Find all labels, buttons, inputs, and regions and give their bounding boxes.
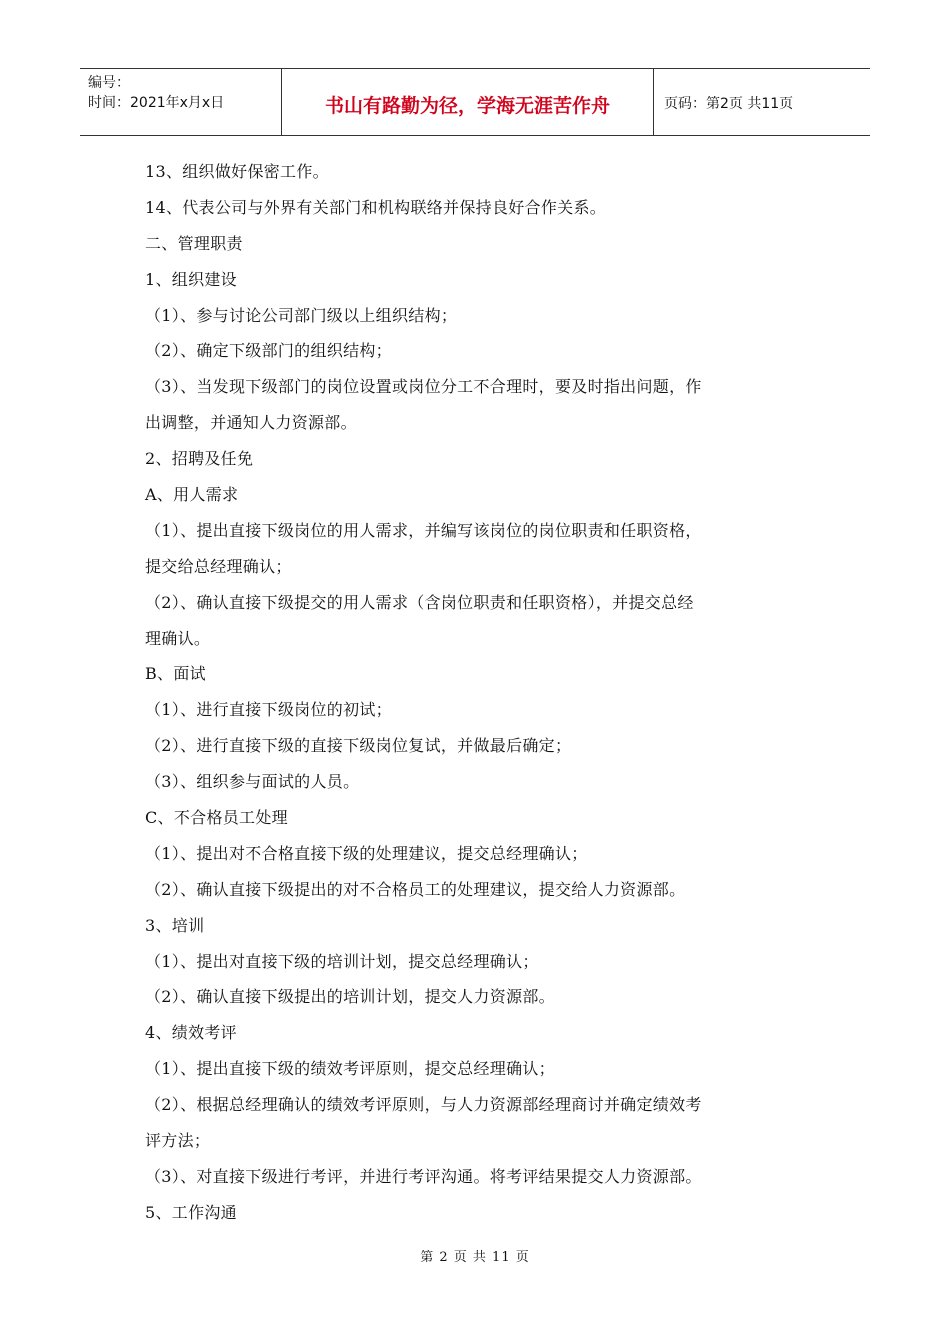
- body-line: （2）、确认直接下级提出的培训计划，提交人力资源部。: [145, 987, 555, 1007]
- body-line: 14、代表公司与外界有关部门和机构联络并保持良好合作关系。: [145, 197, 607, 217]
- body-line: （1）、提出直接下级岗位的用人需求，并编写该岗位的岗位职责和任职资格，: [145, 520, 702, 540]
- body-line: 评方法；: [145, 1131, 211, 1151]
- page-footer: 第 2 页 共 11 页: [420, 1250, 530, 1265]
- body-line: （2）、根据总经理确认的绩效考评原则，与人力资源部经理商讨并确定绩效考: [145, 1095, 702, 1115]
- body-line: （3）、对直接下级进行考评，并进行考评沟通。将考评结果提交人力资源部。: [145, 1166, 702, 1186]
- body-line: （2）、确认直接下级提交的用人需求（含岗位职责和任职资格），并提交总经: [145, 592, 694, 612]
- body-line: （1）、提出对直接下级的培训计划，提交总经理确认；: [145, 951, 539, 971]
- subsection-heading: 3、培训: [145, 915, 205, 935]
- header-page-info: 页码：第2页 共11页: [664, 96, 794, 112]
- subsection-heading: 4、绩效考评: [145, 1023, 237, 1043]
- item-heading: C、不合格员工处理: [145, 808, 288, 828]
- body-line: （1）、进行直接下级岗位的初试；: [145, 700, 392, 720]
- body-line: （2）、确定下级部门的组织结构；: [145, 341, 392, 361]
- header-meta: [80, 69, 282, 135]
- document-body: [145, 154, 813, 1231]
- date-label: 时间：2021年x月x日: [88, 95, 225, 111]
- body-line: （3）、组织参与面试的人员。: [145, 772, 360, 792]
- subsection-heading: 2、招聘及任免: [145, 449, 254, 469]
- body-line: （2）、进行直接下级的直接下级岗位复试，并做最后确定；: [145, 736, 572, 756]
- section-heading: 二、管理职责: [145, 233, 243, 253]
- header-motto: 书山有路勤为径，学海无涯苦作舟: [282, 69, 654, 135]
- page-header: [80, 68, 870, 136]
- body-line: （1）、提出对不合格直接下级的处理建议，提交总经理确认；: [145, 843, 588, 863]
- body-line: （1）、提出直接下级的绩效考评原则，提交总经理确认；: [145, 1059, 555, 1079]
- body-line: （1）、参与讨论公司部门级以上组织结构；: [145, 305, 458, 325]
- item-heading: A、用人需求: [145, 485, 239, 505]
- body-line: 提交给总经理确认；: [145, 556, 292, 576]
- body-line: 出调整，并通知人力资源部。: [145, 413, 357, 433]
- body-line: 理确认。: [145, 628, 211, 648]
- subsection-heading: 1、组织建设: [145, 269, 237, 289]
- serial-label: 编号：: [88, 75, 130, 91]
- body-line: 13、组织做好保密工作。: [145, 162, 329, 181]
- subsection-heading: 5、工作沟通: [145, 1202, 237, 1222]
- body-line: （3）、当发现下级部门的岗位设置或岗位分工不合理时，要及时指出问题，作: [145, 377, 702, 397]
- body-line: （2）、确认直接下级提出的对不合格员工的处理建议，提交给人力资源部。: [145, 879, 686, 899]
- item-heading: B、面试: [145, 664, 206, 684]
